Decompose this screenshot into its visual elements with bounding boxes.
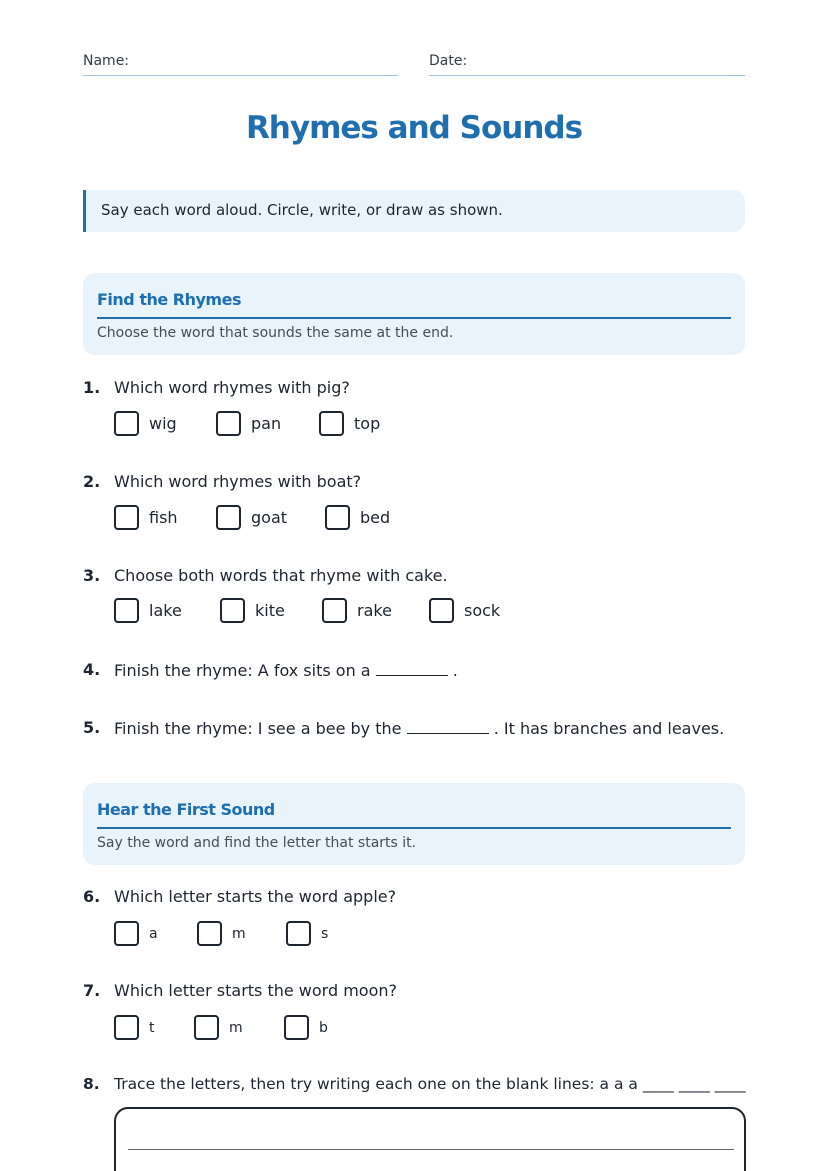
section-divider [97, 317, 731, 319]
section-subtitle: Choose the word that sounds the same at the end. [97, 325, 454, 341]
checkbox[interactable] [216, 411, 241, 436]
question-number: 4. [83, 660, 101, 679]
option-sock[interactable] [429, 598, 500, 623]
question-text-before: Finish the rhyme: I see a bee by the [114, 719, 402, 738]
question-text [114, 660, 458, 680]
question-text-after: . It has branches and leaves. [493, 719, 725, 738]
question-text: Which word rhymes with boat? [114, 472, 362, 491]
question-text: Which word rhymes with pig? [114, 378, 350, 397]
page-title: Rhymes and Sounds [245, 110, 583, 146]
option-label: b [319, 1019, 328, 1036]
option-a[interactable] [114, 921, 158, 946]
question-text: Choose both words that rhyme with cake. [114, 566, 448, 585]
date-field[interactable] [429, 75, 745, 76]
question-text: Trace the letters, then try writing each one on the blank lines: a a a ____ ____ ____ [114, 1075, 746, 1093]
question-number: 8. [83, 1075, 100, 1093]
name-label: Name: [83, 53, 130, 69]
checkbox[interactable] [114, 411, 139, 436]
question-text: Which letter starts the word apple? [114, 887, 397, 906]
writing-line [128, 1149, 734, 1150]
tracing-box[interactable] [114, 1107, 746, 1171]
option-top[interactable] [319, 411, 380, 436]
option-goat[interactable] [216, 505, 287, 530]
checkbox[interactable] [286, 921, 311, 946]
checkbox[interactable] [114, 505, 139, 530]
question-text-before: Finish the rhyme: A fox sits on a [114, 661, 371, 680]
section-title: Find the Rhymes [97, 290, 241, 309]
question-text: Which letter starts the word moon? [114, 981, 398, 1000]
checkbox[interactable] [429, 598, 454, 623]
checkbox[interactable] [322, 598, 347, 623]
option-fish[interactable] [114, 505, 178, 530]
checkbox[interactable] [114, 921, 139, 946]
checkbox[interactable] [114, 598, 139, 623]
question-number: 7. [83, 981, 101, 1000]
section-subtitle: Say the word and find the letter that starts it. [97, 835, 417, 851]
option-pan[interactable] [216, 411, 281, 436]
option-b[interactable] [284, 1015, 328, 1040]
option-label: top [354, 414, 381, 433]
question-text-after: . [452, 661, 458, 680]
option-lake[interactable] [114, 598, 182, 623]
checkbox[interactable] [114, 1015, 139, 1040]
answer-blank[interactable] [407, 718, 489, 734]
option-label: wig [149, 414, 177, 433]
question-number: 3. [83, 566, 101, 585]
name-field[interactable] [83, 75, 398, 76]
checkbox[interactable] [319, 411, 344, 436]
question-number: 6. [83, 887, 101, 906]
option-label: m [229, 1019, 243, 1036]
option-label: t [149, 1019, 155, 1036]
section-title: Hear the First Sound [97, 800, 275, 819]
checkbox[interactable] [325, 505, 350, 530]
option-m[interactable] [197, 921, 246, 946]
option-label: a [149, 925, 158, 942]
checkbox[interactable] [197, 921, 222, 946]
option-label: s [321, 925, 329, 942]
checkbox[interactable] [216, 505, 241, 530]
checkbox[interactable] [220, 598, 245, 623]
option-label: kite [255, 601, 285, 620]
date-label: Date: [429, 53, 468, 69]
option-rake[interactable] [322, 598, 392, 623]
option-label: rake [357, 601, 392, 620]
answer-blank[interactable] [376, 660, 448, 676]
question-number: 5. [83, 718, 101, 737]
checkbox[interactable] [194, 1015, 219, 1040]
question-number: 2. [83, 472, 101, 491]
instructions-callout [83, 190, 745, 232]
section-divider [97, 827, 731, 829]
option-label: fish [149, 508, 178, 527]
option-s[interactable] [286, 921, 328, 946]
option-label: pan [251, 414, 282, 433]
option-label: goat [251, 508, 288, 527]
option-label: lake [149, 601, 182, 620]
option-t[interactable] [114, 1015, 155, 1040]
question-number: 1. [83, 378, 101, 397]
option-label: bed [360, 508, 391, 527]
question-text [114, 718, 724, 738]
option-m-2[interactable] [194, 1015, 243, 1040]
section-first-sound [83, 783, 745, 865]
option-wig[interactable] [114, 411, 177, 436]
checkbox[interactable] [284, 1015, 309, 1040]
option-bed[interactable] [325, 505, 390, 530]
option-label: sock [464, 601, 501, 620]
option-label: m [232, 925, 246, 942]
instructions-text: Say each word aloud. Circle, write, or draw as shown. [101, 201, 503, 219]
option-kite[interactable] [220, 598, 285, 623]
section-find-rhymes [83, 273, 745, 355]
